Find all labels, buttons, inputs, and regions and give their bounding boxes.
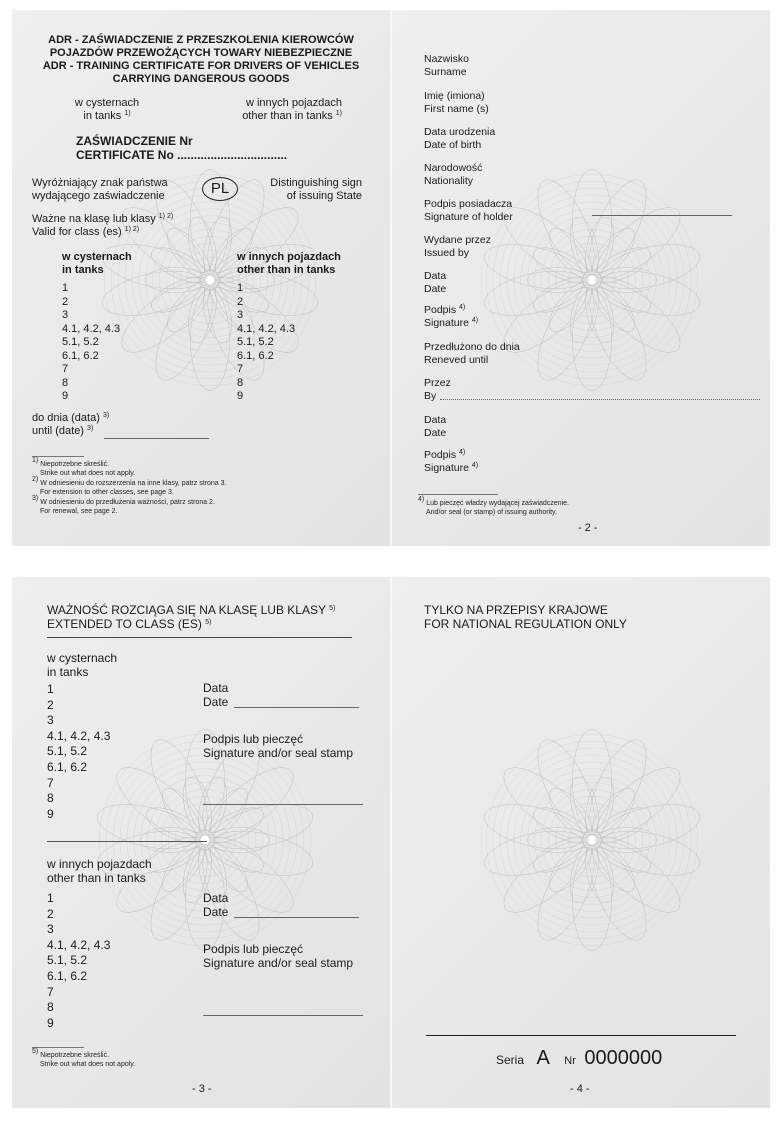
class-item: 5.1, 5.2 <box>237 336 274 348</box>
footnote-text: Niepotrzebne skreślić. <box>40 461 110 468</box>
class-item: 7 <box>47 775 54 790</box>
footnote-ref: 3) <box>87 425 94 432</box>
other-en: other than in tanks <box>242 110 333 122</box>
heading-pl: TYLKO NA PRZEPISY KRAJOWE <box>424 603 608 617</box>
signature-pl: Podpis lub pieczęć <box>203 732 304 746</box>
class-item: 8 <box>237 376 244 389</box>
class-item: 6.1, 6.2 <box>237 349 274 362</box>
signature-en: Signature and/or seal stamp <box>203 746 354 760</box>
footnote-num: 3) <box>32 495 39 502</box>
class-item: 8 <box>47 1000 54 1015</box>
page-1 <box>12 10 390 546</box>
field-issue-signature <box>424 304 478 329</box>
valid-en: Valid for class (es) <box>32 226 122 238</box>
field-date-of-birth <box>424 126 495 151</box>
page-3 <box>12 577 390 1108</box>
class-item: 9 <box>62 390 69 402</box>
class-item: 1 <box>47 682 54 696</box>
other-date-line <box>234 917 359 918</box>
title-pl-line-1: ADR - ZAŚWIADCZENIE Z PRZESZKOLENIA KIEROWCÓW <box>48 34 354 46</box>
class-item: 1 <box>237 282 244 294</box>
renewed-by-line <box>440 399 760 400</box>
footnote-separator <box>418 494 498 495</box>
class-item: 5.1, 5.2 <box>62 336 99 348</box>
footnote-num: 4) <box>418 496 425 503</box>
footnote-ref: 5) <box>329 605 336 612</box>
certificate-spread-pages-3-4 <box>12 577 770 1108</box>
other-signature-field <box>203 942 353 970</box>
sign-en-line-1: Distinguishing sign <box>270 177 362 189</box>
class-item: 2 <box>62 295 69 308</box>
field-pl: Data <box>424 414 447 426</box>
other-pl: w innych pojazdach <box>47 857 152 871</box>
class-item: 4.1, 4.2, 4.3 <box>237 322 296 335</box>
footnote-text: Lub pieczęć władzy wydającej zaświadczenie. <box>426 500 569 507</box>
footnote-num: 1) <box>32 457 39 464</box>
footnote-separator <box>32 456 84 457</box>
until-date-line <box>104 438 209 439</box>
field-pl: Data <box>424 270 447 282</box>
field-en: Surname <box>424 65 467 78</box>
class-list-other <box>237 282 295 404</box>
field-renewed-until <box>424 341 520 366</box>
class-list-other <box>47 891 110 1031</box>
class-item: 3 <box>62 309 69 321</box>
date-pl: Data <box>203 891 229 905</box>
field-en: Signature <box>424 316 469 329</box>
col-tanks-pl: w cysternach <box>62 251 132 263</box>
date-pl: Data <box>203 681 229 695</box>
class-item: 6.1, 6.2 <box>47 968 88 983</box>
nr-value: 0000000 <box>584 1047 663 1069</box>
footnote-separator <box>32 1047 84 1048</box>
other-en: other than in tanks <box>47 871 146 885</box>
footnote-ref: 1) 2) <box>158 213 174 220</box>
page-number: - 3 - <box>192 1083 212 1095</box>
serial-number <box>496 1047 662 1070</box>
tanks-date-field <box>203 681 228 709</box>
class-item: 7 <box>62 363 69 375</box>
class-item: 9 <box>237 390 244 402</box>
page-4 <box>392 577 770 1108</box>
field-en: Signature of holder <box>424 210 513 223</box>
class-item: 9 <box>47 1015 54 1030</box>
class-item: 4.1, 4.2, 4.3 <box>47 937 111 952</box>
class-item: 9 <box>47 806 54 821</box>
heading-rule <box>47 637 352 638</box>
field-nationality <box>424 162 482 187</box>
title-en-line-2: CARRYING DANGEROUS GOODS <box>112 73 290 85</box>
class-item: 8 <box>47 791 54 806</box>
footnote-text: W odniesieniu do rozszerzenia na inne klasy, patrz strona 3. <box>40 480 227 487</box>
field-pl: Data urodzenia <box>424 126 496 138</box>
field-surname <box>424 53 469 78</box>
field-pl: Wydane przez <box>424 234 492 246</box>
class-item: 6.1, 6.2 <box>47 759 88 774</box>
field-pl: Podpis <box>424 304 457 316</box>
tanks-date-line <box>234 707 359 708</box>
footnote-ref: 3) <box>102 412 110 419</box>
class-item: 1 <box>47 891 54 905</box>
class-item: 2 <box>47 906 54 921</box>
title-en-line-1: ADR - TRAINING CERTIFICATE FOR DRIVERS OF VEHICLES <box>42 60 360 72</box>
title-block <box>12 34 390 86</box>
class-item: 5.1, 5.2 <box>47 953 88 968</box>
seria-value: A <box>536 1047 550 1069</box>
cert-pl: ZAŚWIADCZENIE Nr <box>76 134 193 148</box>
tanks-signature-line <box>203 804 363 805</box>
col-tanks-en: in tanks <box>62 264 104 276</box>
serial-rule <box>426 1035 736 1036</box>
nr-label: Nr <box>564 1055 576 1067</box>
distinguishing-sign-pl <box>32 177 168 203</box>
field-issued-by <box>424 234 491 259</box>
class-item: 5.1, 5.2 <box>47 744 88 759</box>
page-number: - 4 - <box>570 1083 590 1095</box>
field-pl: Narodowość <box>424 162 483 174</box>
footnote-ref: 4) <box>459 449 466 456</box>
field-pl: Imię (imiona) <box>424 90 485 102</box>
field-en: Nationality <box>424 174 474 187</box>
class-item: 4.1, 4.2, 4.3 <box>62 322 121 335</box>
footnote-num: 2) <box>32 476 39 483</box>
class-item: 3 <box>237 309 244 321</box>
tanks-section-header <box>47 651 117 679</box>
class-item: 1 <box>62 282 69 294</box>
tanks-en: in tanks <box>83 110 122 122</box>
footnote-ref: 5) <box>205 619 212 626</box>
field-en: Date of birth <box>424 138 482 151</box>
footnote-num: 5) <box>32 1048 39 1055</box>
until-en: until (date) <box>32 425 84 437</box>
footnote-ref: 4) <box>459 304 466 311</box>
field-renewal-signature <box>424 449 478 474</box>
footnote-text: For renewal, see page 2. <box>40 507 118 515</box>
class-item: 3 <box>47 713 54 728</box>
field-pl: Przez <box>424 377 451 389</box>
tanks-pl: w cysternach <box>47 651 118 665</box>
footnote-5 <box>32 1048 136 1069</box>
col-other-en: other than in tanks <box>237 264 336 276</box>
certificate-number <box>76 134 287 162</box>
page-2 <box>392 10 770 546</box>
sign-pl-line-1: Wyróżniający znak państwa <box>32 177 168 189</box>
guilloche-rosette <box>477 725 707 955</box>
column-other-header <box>237 251 341 277</box>
field-en: By <box>424 389 437 402</box>
footnote-text: Niepotrzebne skreślić. <box>40 1052 110 1059</box>
field-en: First name (s) <box>424 102 489 115</box>
footnote-text: W odniesieniu do przedłużenia ważności, patrz strona 2. <box>40 499 215 506</box>
footnote-ref: 1) <box>335 110 342 117</box>
other-signature-line <box>203 1015 363 1016</box>
cert-en: CERTIFICATE No ................................. <box>76 148 288 162</box>
national-heading <box>424 603 627 631</box>
footnote-text: Strike out what does not apoly. <box>40 1060 136 1068</box>
field-en: Date <box>424 426 447 439</box>
other-pl: w innych pojazdach <box>245 97 342 109</box>
other-section-header <box>47 857 152 885</box>
footnote-ref: 4) <box>471 316 479 324</box>
footnote-text: And/or seal (or stamp) of issuing authority. <box>426 508 557 516</box>
page-number: - 2 - <box>578 522 598 534</box>
field-en: Reneved until <box>424 353 489 366</box>
footnote-ref: 1) 2) <box>124 226 140 233</box>
footnote-text: Strike out what does not apply. <box>40 469 136 477</box>
tanks-pl: w cysternach <box>74 97 140 109</box>
valid-pl: Ważne na klasę lub klasy <box>32 213 156 225</box>
other-option <box>232 97 342 123</box>
footnotes <box>32 457 227 516</box>
col-other-pl: w innych pojazdach <box>237 251 341 263</box>
section-divider <box>47 841 207 842</box>
class-item: 4.1, 4.2, 4.3 <box>47 728 111 743</box>
field-first-name <box>424 90 489 115</box>
date-en: Date <box>203 695 229 709</box>
field-pl: Nazwisko <box>424 53 469 65</box>
field-pl: Przedłużono do dnia <box>424 341 520 353</box>
column-tanks-header <box>62 251 132 277</box>
other-date-field <box>203 891 228 919</box>
field-renewal-date <box>424 414 446 439</box>
footnote-ref: 4) <box>471 461 479 469</box>
valid-for-class <box>32 213 173 239</box>
tanks-en: in tanks <box>47 665 89 679</box>
field-en: Date <box>424 282 447 295</box>
heading-en: EXTENDED TO CLASS (ES) <box>47 617 202 631</box>
seria-label: Seria <box>496 1053 525 1067</box>
date-en: Date <box>203 905 229 919</box>
certificate-spread-pages-1-2 <box>12 10 770 546</box>
class-item: 8 <box>62 376 69 389</box>
class-item: 7 <box>237 363 244 375</box>
field-pl: Podpis <box>424 449 457 461</box>
footnote-text: For extension to other classes, see page 3. <box>40 488 174 496</box>
sign-en-line-2: of issuing State <box>286 190 362 202</box>
class-item: 2 <box>47 697 54 712</box>
class-item: 7 <box>47 984 54 999</box>
class-item: 6.1, 6.2 <box>62 349 99 362</box>
field-issue-date <box>424 270 446 295</box>
holder-signature-line <box>592 215 732 216</box>
until-pl: do dnia (data) <box>32 412 100 424</box>
title-pl-line-2: POJAZDÓW PRZEWOŻĄCYCH TOWARY NIEBEZPIECZNE <box>49 47 353 59</box>
class-item: 3 <box>47 922 54 937</box>
heading-en: FOR NATIONAL REGULATION ONLY <box>424 617 627 631</box>
country-code-oval: PL <box>202 177 238 201</box>
signature-pl: Podpis lub pieczęć <box>203 942 304 956</box>
tanks-signature-field <box>203 732 353 760</box>
class-list-tanks <box>62 282 120 404</box>
heading-pl: WAŻNOŚĆ ROZCIĄGA SIĘ NA KLASĘ LUB KLASY <box>47 603 326 617</box>
field-holder-signature <box>424 198 513 223</box>
footnote-ref: 1) <box>124 110 131 117</box>
signature-en: Signature and/or seal stamp <box>203 956 354 970</box>
extended-heading <box>47 603 335 631</box>
sign-pl-line-2: wydającego zaświadczenie <box>32 190 165 202</box>
tanks-option <box>52 97 162 123</box>
class-list-tanks <box>47 682 110 822</box>
distinguishing-sign-en <box>252 177 362 203</box>
field-en: Issued by <box>424 246 469 259</box>
field-pl: Podpis posiadacza <box>424 198 513 210</box>
until-date <box>32 412 109 438</box>
field-en: Signature <box>424 461 469 474</box>
class-item: 2 <box>237 295 244 308</box>
footnote-4 <box>418 496 569 517</box>
